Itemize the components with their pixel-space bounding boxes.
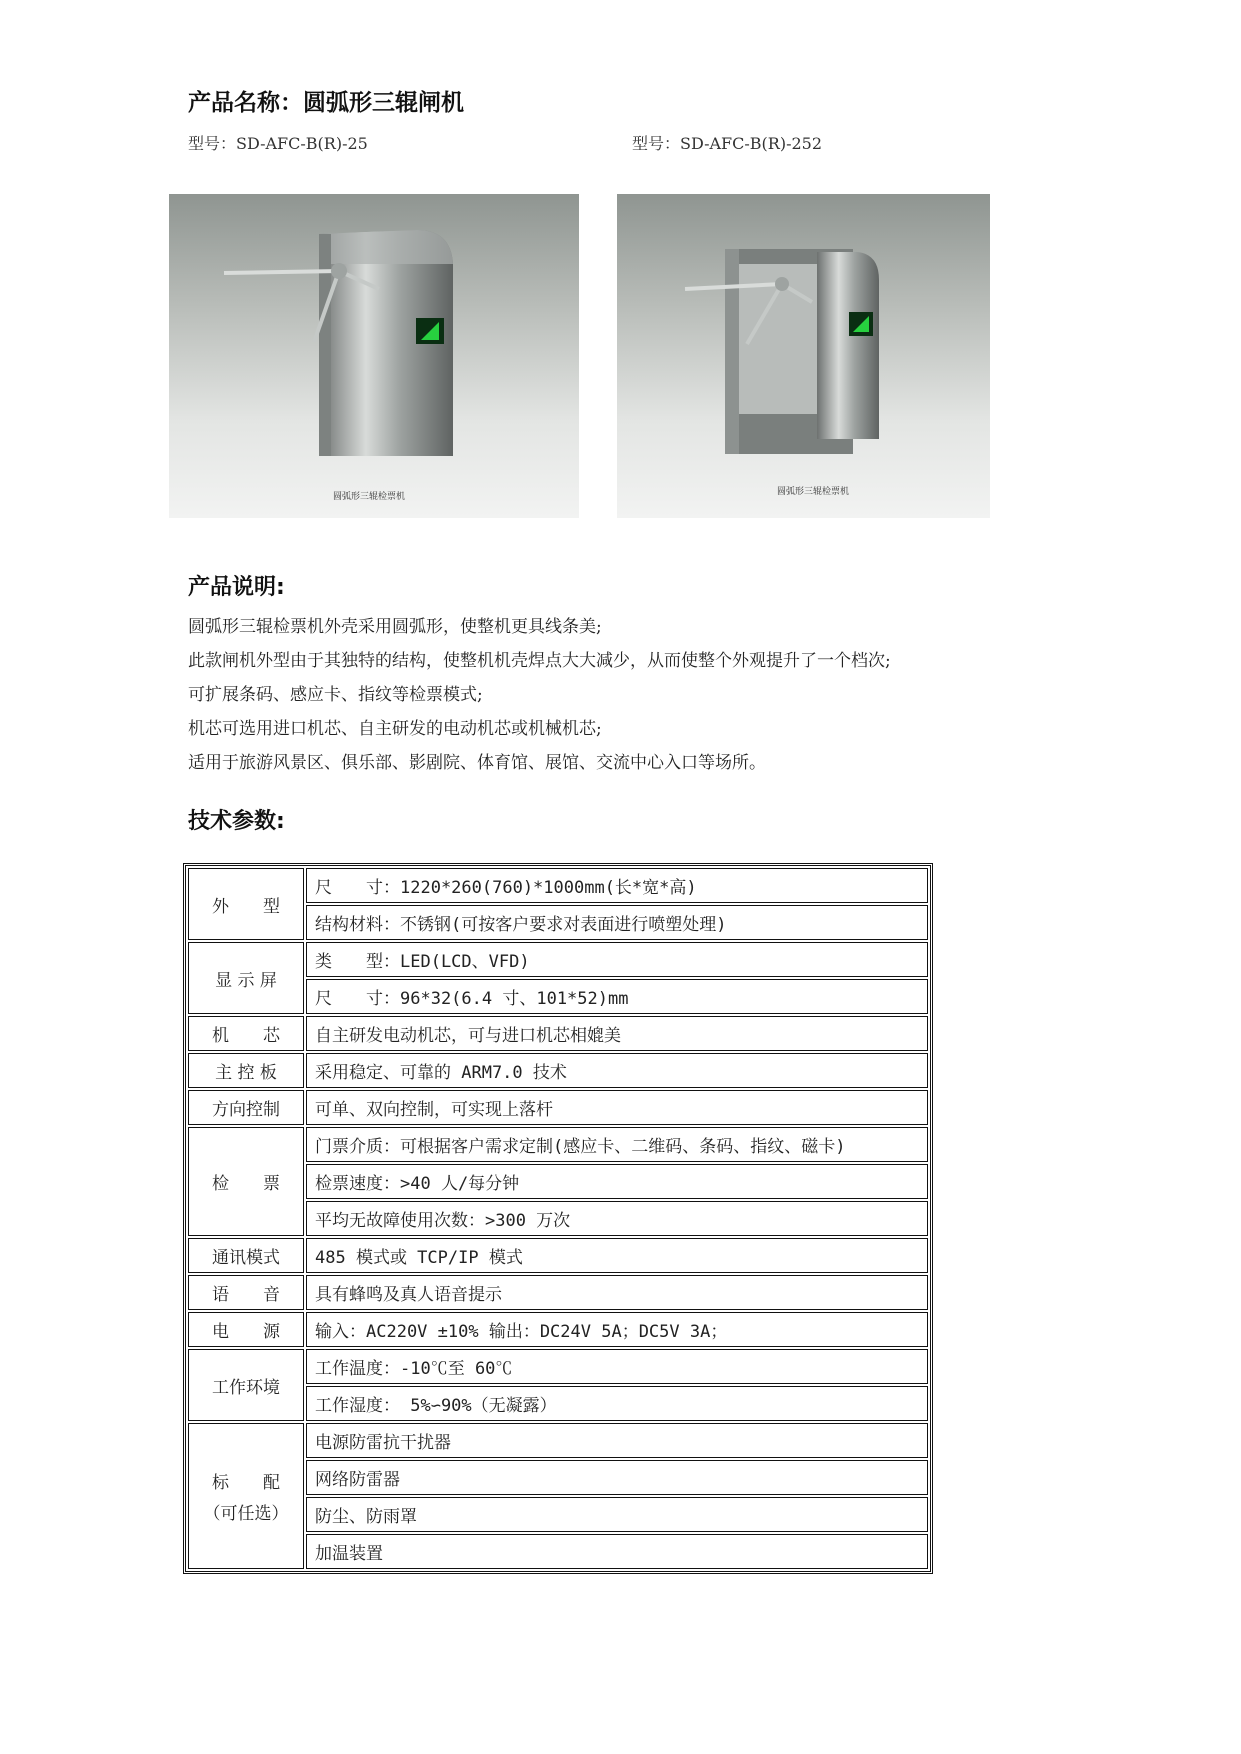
model-number-1: 型号：SD-AFC-B(R)-25 bbox=[188, 134, 368, 153]
description-heading: 产品说明: bbox=[188, 575, 285, 600]
spec-value: 网络防雷器 bbox=[306, 1460, 928, 1495]
spec-label-communication: 通讯模式 bbox=[188, 1238, 304, 1273]
table-row bbox=[188, 868, 928, 903]
table-row bbox=[188, 1275, 928, 1310]
spec-label-display: 显 示 屏 bbox=[188, 942, 304, 1014]
table-row bbox=[188, 1127, 928, 1162]
table-row bbox=[188, 1090, 928, 1125]
turnstile-illustration-2 bbox=[617, 194, 990, 518]
spec-table bbox=[183, 863, 933, 1574]
description-line-4: 机芯可选用进口机芯、自主研发的电动机芯或机械机芯; bbox=[188, 719, 602, 739]
spec-label-direction: 方向控制 bbox=[188, 1090, 304, 1125]
spec-value: 自主研发电动机芯，可与进口机芯相媲美 bbox=[306, 1016, 928, 1051]
spec-label-power: 电 源 bbox=[188, 1312, 304, 1347]
spec-label-standard-main: 标 配 bbox=[212, 1473, 280, 1493]
table-row bbox=[188, 1349, 928, 1384]
spec-label-standard-optional: （可任选） bbox=[203, 1504, 289, 1524]
spec-label-voice: 语 音 bbox=[188, 1275, 304, 1310]
spec-label-environment: 工作环境 bbox=[188, 1349, 304, 1421]
table-row bbox=[188, 1053, 928, 1088]
description-line-1: 圆弧形三辊检票机外壳采用圆弧形，使整机更具线条美; bbox=[188, 617, 602, 637]
spec-value: 加温装置 bbox=[306, 1534, 928, 1569]
description-line-5: 适用于旅游风景区、俱乐部、影剧院、体育馆、展馆、交流中心入口等场所。 bbox=[188, 753, 766, 773]
specs-heading: 技术参数: bbox=[188, 809, 285, 834]
spec-value: 可单、双向控制，可实现上落杆 bbox=[306, 1090, 928, 1125]
turnstile-illustration-1 bbox=[169, 194, 579, 518]
photo-caption-2: 圆弧形三辊检票机 bbox=[777, 487, 850, 497]
spec-value: 工作温度：-10℃至 60℃ bbox=[306, 1349, 928, 1384]
product-photo-1 bbox=[169, 194, 579, 518]
spec-label-mainboard: 主 控 板 bbox=[188, 1053, 304, 1088]
table-row bbox=[188, 1312, 928, 1347]
spec-label-appearance: 外 型 bbox=[188, 868, 304, 940]
spec-label-standard bbox=[188, 1423, 304, 1569]
spec-value: 尺 寸：96*32(6.4 寸、101*52)mm bbox=[306, 979, 928, 1014]
spec-value: 检票速度：>40 人/每分钟 bbox=[306, 1164, 928, 1199]
table-row bbox=[188, 1238, 928, 1273]
product-title: 产品名称：圆弧形三辊闸机 bbox=[188, 90, 464, 116]
spec-value: 具有蜂鸣及真人语音提示 bbox=[306, 1275, 928, 1310]
photo-caption-1: 圆弧形三辊检票机 bbox=[333, 492, 406, 502]
description-line-3: 可扩展条码、感应卡、指纹等检票模式; bbox=[188, 685, 483, 705]
spec-value: 门票介质：可根据客户需求定制(感应卡、二维码、条码、指纹、磁卡) bbox=[306, 1127, 928, 1162]
table-row bbox=[188, 1423, 928, 1458]
spec-value: 采用稳定、可靠的 ARM7.0 技术 bbox=[306, 1053, 928, 1088]
description-line-2: 此款闸机外型由于其独特的结构，使整机机壳焊点大大减少，从而使整个外观提升了一个档次; bbox=[188, 651, 891, 671]
spec-value: 485 模式或 TCP/IP 模式 bbox=[306, 1238, 928, 1273]
spec-value: 电源防雷抗干扰器 bbox=[306, 1423, 928, 1458]
spec-label-mechanism: 机 芯 bbox=[188, 1016, 304, 1051]
spec-label-ticket-check: 检 票 bbox=[188, 1127, 304, 1236]
spec-value: 防尘、防雨罩 bbox=[306, 1497, 928, 1532]
spec-value: 类 型：LED(LCD、VFD) bbox=[306, 942, 928, 977]
spec-value: 平均无故障使用次数：>300 万次 bbox=[306, 1201, 928, 1236]
spec-value: 输入：AC220V ±10% 输出：DC24V 5A；DC5V 3A； bbox=[306, 1312, 928, 1347]
spec-value: 尺 寸：1220*260(760)*1000mm(长*宽*高) bbox=[306, 868, 928, 903]
model-number-2: 型号：SD-AFC-B(R)-252 bbox=[632, 134, 823, 153]
spec-value: 结构材料：不锈钢(可按客户要求对表面进行喷塑处理) bbox=[306, 905, 928, 940]
product-photo-2 bbox=[617, 194, 990, 518]
table-row bbox=[188, 942, 928, 977]
table-row bbox=[188, 1016, 928, 1051]
spec-value: 工作湿度： 5%∽90%（无凝露） bbox=[306, 1386, 928, 1421]
